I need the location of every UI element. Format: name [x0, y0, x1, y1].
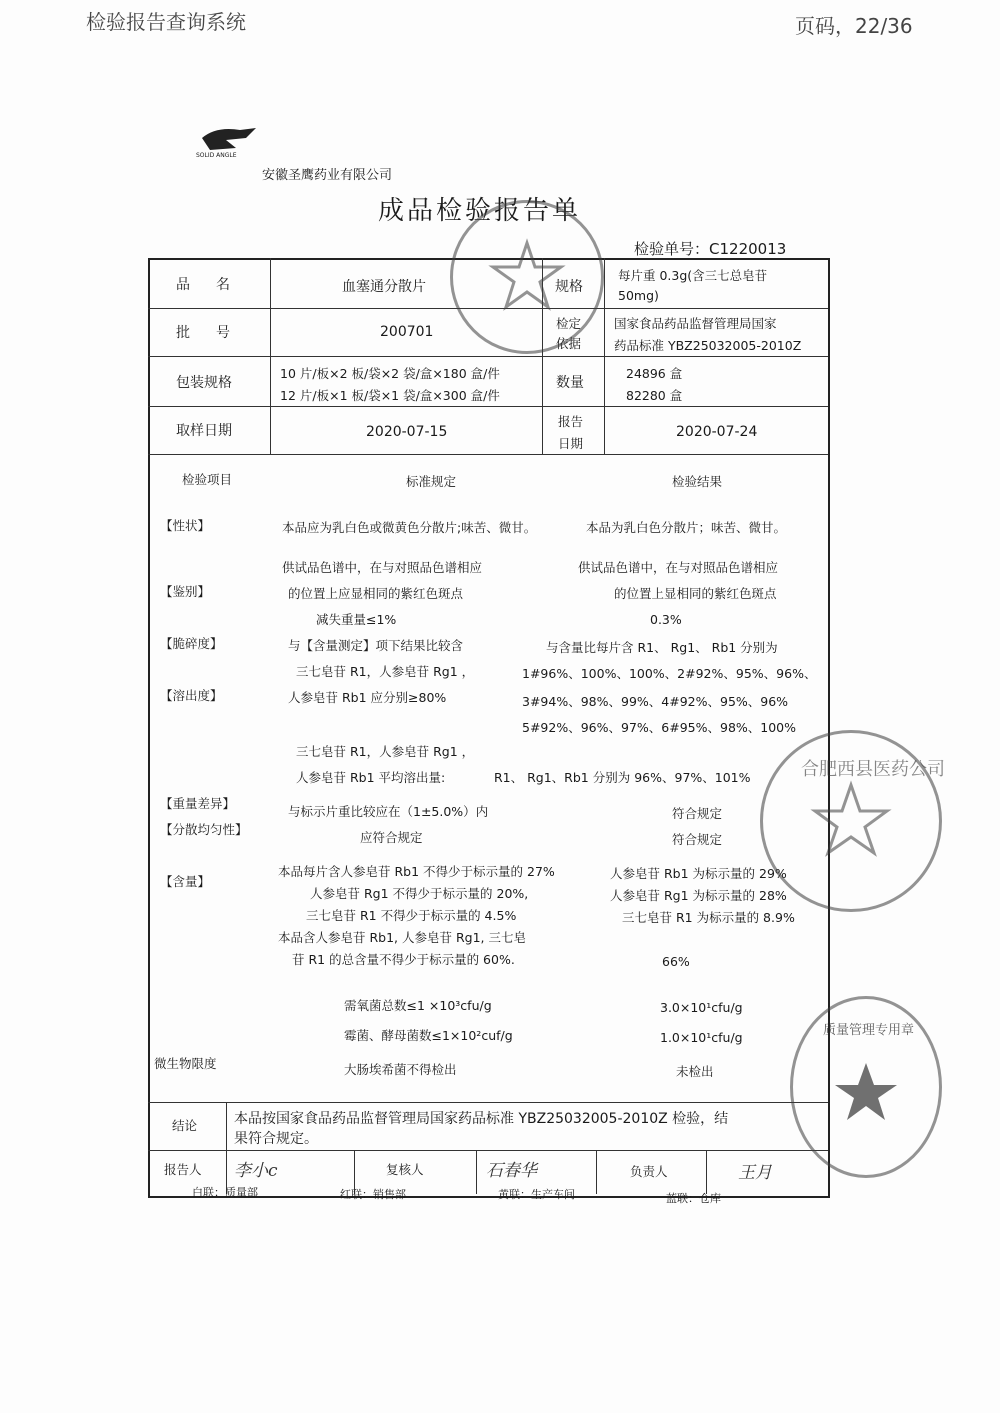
standard-dispersion: 应符合规定 [360, 830, 423, 845]
star-icon [453, 203, 601, 351]
quality-seal [790, 996, 942, 1178]
result-content-2: 人参皂苷 Rg1 为标示量的 28% [610, 888, 787, 903]
column-standard: 标准规定 [406, 474, 457, 489]
standard-content-2: 人参皂苷 Rg1 不得少于标示量的 20%, [310, 886, 529, 901]
standard-content-5: 苷 R1 的总含量不得少于标示量的 60%. [292, 952, 515, 967]
qty-label: 数量 [556, 375, 584, 391]
batch-number: 200701 [380, 324, 434, 340]
copy-yellow: 黄联：生产车间 [498, 1188, 575, 1201]
conclusion-label: 结论 [172, 1118, 198, 1133]
basis-label-2: 依据 [556, 336, 582, 351]
batch-label: 批 号 [176, 325, 236, 341]
reporter-signature: 李小c [234, 1161, 278, 1181]
qty-line-2: 82280 盒 [626, 388, 683, 403]
qty-line-1: 24896 盒 [626, 366, 683, 381]
result-dissolution-1: 与含量比每片含 R1、 Rg1、 Rb1 分别为 [546, 640, 778, 655]
standard-content-3: 三七皂苷 R1 不得少于标示量的 4.5% [306, 908, 517, 923]
reporter-label: 报告人 [164, 1162, 202, 1177]
result-microbe-2: 1.0×10¹cfu/g [660, 1030, 743, 1045]
standard-dissolution-5: 人参皂苷 Rb1 平均溶出量: [296, 770, 446, 785]
report-number-label: 检验单号： [634, 240, 710, 258]
report-number-value: C1220013 [709, 240, 787, 258]
pack-line-2: 12 片/板×1 板/袋×1 袋/盒×300 盒/件 [280, 388, 500, 403]
spec-line-2: 50mg) [618, 288, 659, 303]
item-content: 【含量】 [160, 874, 211, 889]
result-dissolution-2: 1#96%、100%、100%、2#92%、95%、96%、 [522, 666, 817, 681]
manager-label: 负责人 [630, 1164, 668, 1179]
standard-friability: 减失重量≤1% [316, 612, 397, 627]
company-logo [196, 124, 260, 164]
standard-content-1: 本品每片含人参皂苷 Rb1 不得少于标示量的 27% [278, 864, 555, 879]
item-dispersion: 【分散均匀性】 [160, 822, 248, 837]
result-dissolution-5: R1、 Rg1、Rb1 分别为 96%、97%、101% [494, 770, 751, 785]
result-identify-1: 供试品色谱中，在与对照品色谱相应 [578, 560, 779, 575]
result-content-4: 66% [662, 954, 690, 969]
item-weight-diff: 【重量差异】 [160, 796, 236, 811]
sample-date: 2020-07-15 [366, 424, 448, 440]
conclusion-text-1: 本品按国家食品药品监督管理局国家药品标准 YBZ25032005-2010Z 检验，结 [234, 1111, 729, 1127]
result-content-1: 人参皂苷 Rb1 为标示量的 29% [610, 866, 787, 881]
result-identify-2: 的位置上显相同的紫红色斑点 [614, 586, 777, 601]
quality-seal-text: 质量管理专用章 [823, 1023, 915, 1038]
report-number [634, 238, 786, 259]
item-identify: 【鉴别】 [160, 584, 211, 599]
page-number: 页码，22/36 [795, 14, 913, 38]
logo-text: SOLID ANGLE [196, 152, 237, 159]
company-name: 安徽圣鹰药业有限公司 [262, 168, 393, 183]
report-date-label-2: 日期 [558, 436, 584, 451]
basis-line-1: 国家食品药品监督管理局国家 [614, 316, 777, 331]
copy-blue: 蓝联：仓库 [666, 1192, 721, 1205]
product-name: 血塞通分散片 [342, 279, 426, 295]
result-microbe-1: 3.0×10¹cfu/g [660, 1000, 743, 1015]
reviewer-signature: 石春华 [486, 1161, 537, 1181]
result-friability: 0.3% [650, 612, 682, 627]
standard-microbe-3: 大肠埃希菌不得检出 [344, 1062, 457, 1077]
conclusion-text-2: 果符合规定。 [234, 1131, 318, 1147]
system-title: 检验报告查询系统 [86, 10, 246, 34]
manager-signature: 王月 [738, 1163, 772, 1183]
sample-date-label: 取样日期 [176, 423, 232, 439]
report-date-label-1: 报告 [558, 414, 584, 429]
standard-dissolution-2: 三七皂苷 R1，人参皂苷 Rg1 ， [296, 664, 475, 679]
column-result: 检验结果 [672, 474, 723, 489]
report-date: 2020-07-24 [676, 424, 758, 440]
result-dissolution-3: 3#94%、98%、99%、4#92%、95%、96% [522, 694, 789, 709]
standard-dissolution-3: 人参皂苷 Rb1 应分别≥80% [288, 690, 447, 705]
result-character: 本品为乳白色分散片；味苦、微甘。 [586, 520, 787, 535]
standard-dissolution-4: 三七皂苷 R1，人参皂苷 Rg1 ， [296, 744, 475, 759]
basis-line-2: 药品标准 YBZ25032005-2010Z [614, 338, 802, 353]
item-friability: 【脆碎度】 [160, 636, 223, 651]
reviewer-label: 复核人 [386, 1162, 424, 1177]
spec-label: 规格 [555, 279, 583, 295]
result-weight: 符合规定 [672, 806, 723, 821]
pack-line-1: 10 片/板×2 板/袋×2 袋/盒×180 盒/件 [280, 366, 500, 381]
copy-white: 白联：质量部 [192, 1186, 258, 1199]
company-stamp [760, 730, 945, 912]
company-stamp-text: 合肥西县医药公司 [801, 759, 945, 780]
standard-microbe-1: 需氧菌总数≤1 ×10³cfu/g [344, 998, 492, 1013]
report-title: 成品检验报告单 [378, 196, 582, 226]
standard-identify-2: 的位置上应显相同的紫红色斑点 [288, 586, 464, 601]
result-microbe-3: 未检出 [676, 1064, 714, 1079]
item-dissolution: 【溶出度】 [160, 688, 223, 703]
standard-dissolution-1: 与【含量测定】项下结果比较含 [288, 638, 464, 653]
result-dissolution-4: 5#92%、96%、97%、6#95%、98%、100% [522, 720, 797, 735]
pack-label: 包装规格 [176, 375, 232, 391]
spec-line-1: 每片重 0.3g(含三七总皂苷 [618, 268, 768, 283]
result-dispersion: 符合规定 [672, 832, 723, 847]
column-item: 检验项目 [182, 472, 233, 487]
item-microbe: 微生物限度 [154, 1056, 217, 1071]
copy-red: 红联：销售部 [340, 1188, 406, 1201]
standard-content-4: 本品含人参皂苷 Rb1, 人参皂苷 Rg1, 三七皂 [278, 930, 526, 945]
standard-microbe-2: 霉菌、酵母菌数≤1×10²cuf/g [344, 1028, 513, 1043]
basis-label-1: 检定 [556, 316, 582, 331]
inspection-stamp [450, 200, 604, 354]
standard-weight: 与标示片重比较应在（1±5.0%）内 [288, 804, 489, 819]
item-character: 【性状】 [160, 518, 211, 533]
result-content-3: 三七皂苷 R1 为标示量的 8.9% [622, 910, 795, 925]
standard-identify-1: 供试品色谱中，在与对照品色谱相应 [282, 560, 483, 575]
standard-character: 本品应为乳白色或微黄色分散片;味苦、微甘。 [282, 520, 537, 535]
product-label: 品 名 [176, 277, 236, 293]
